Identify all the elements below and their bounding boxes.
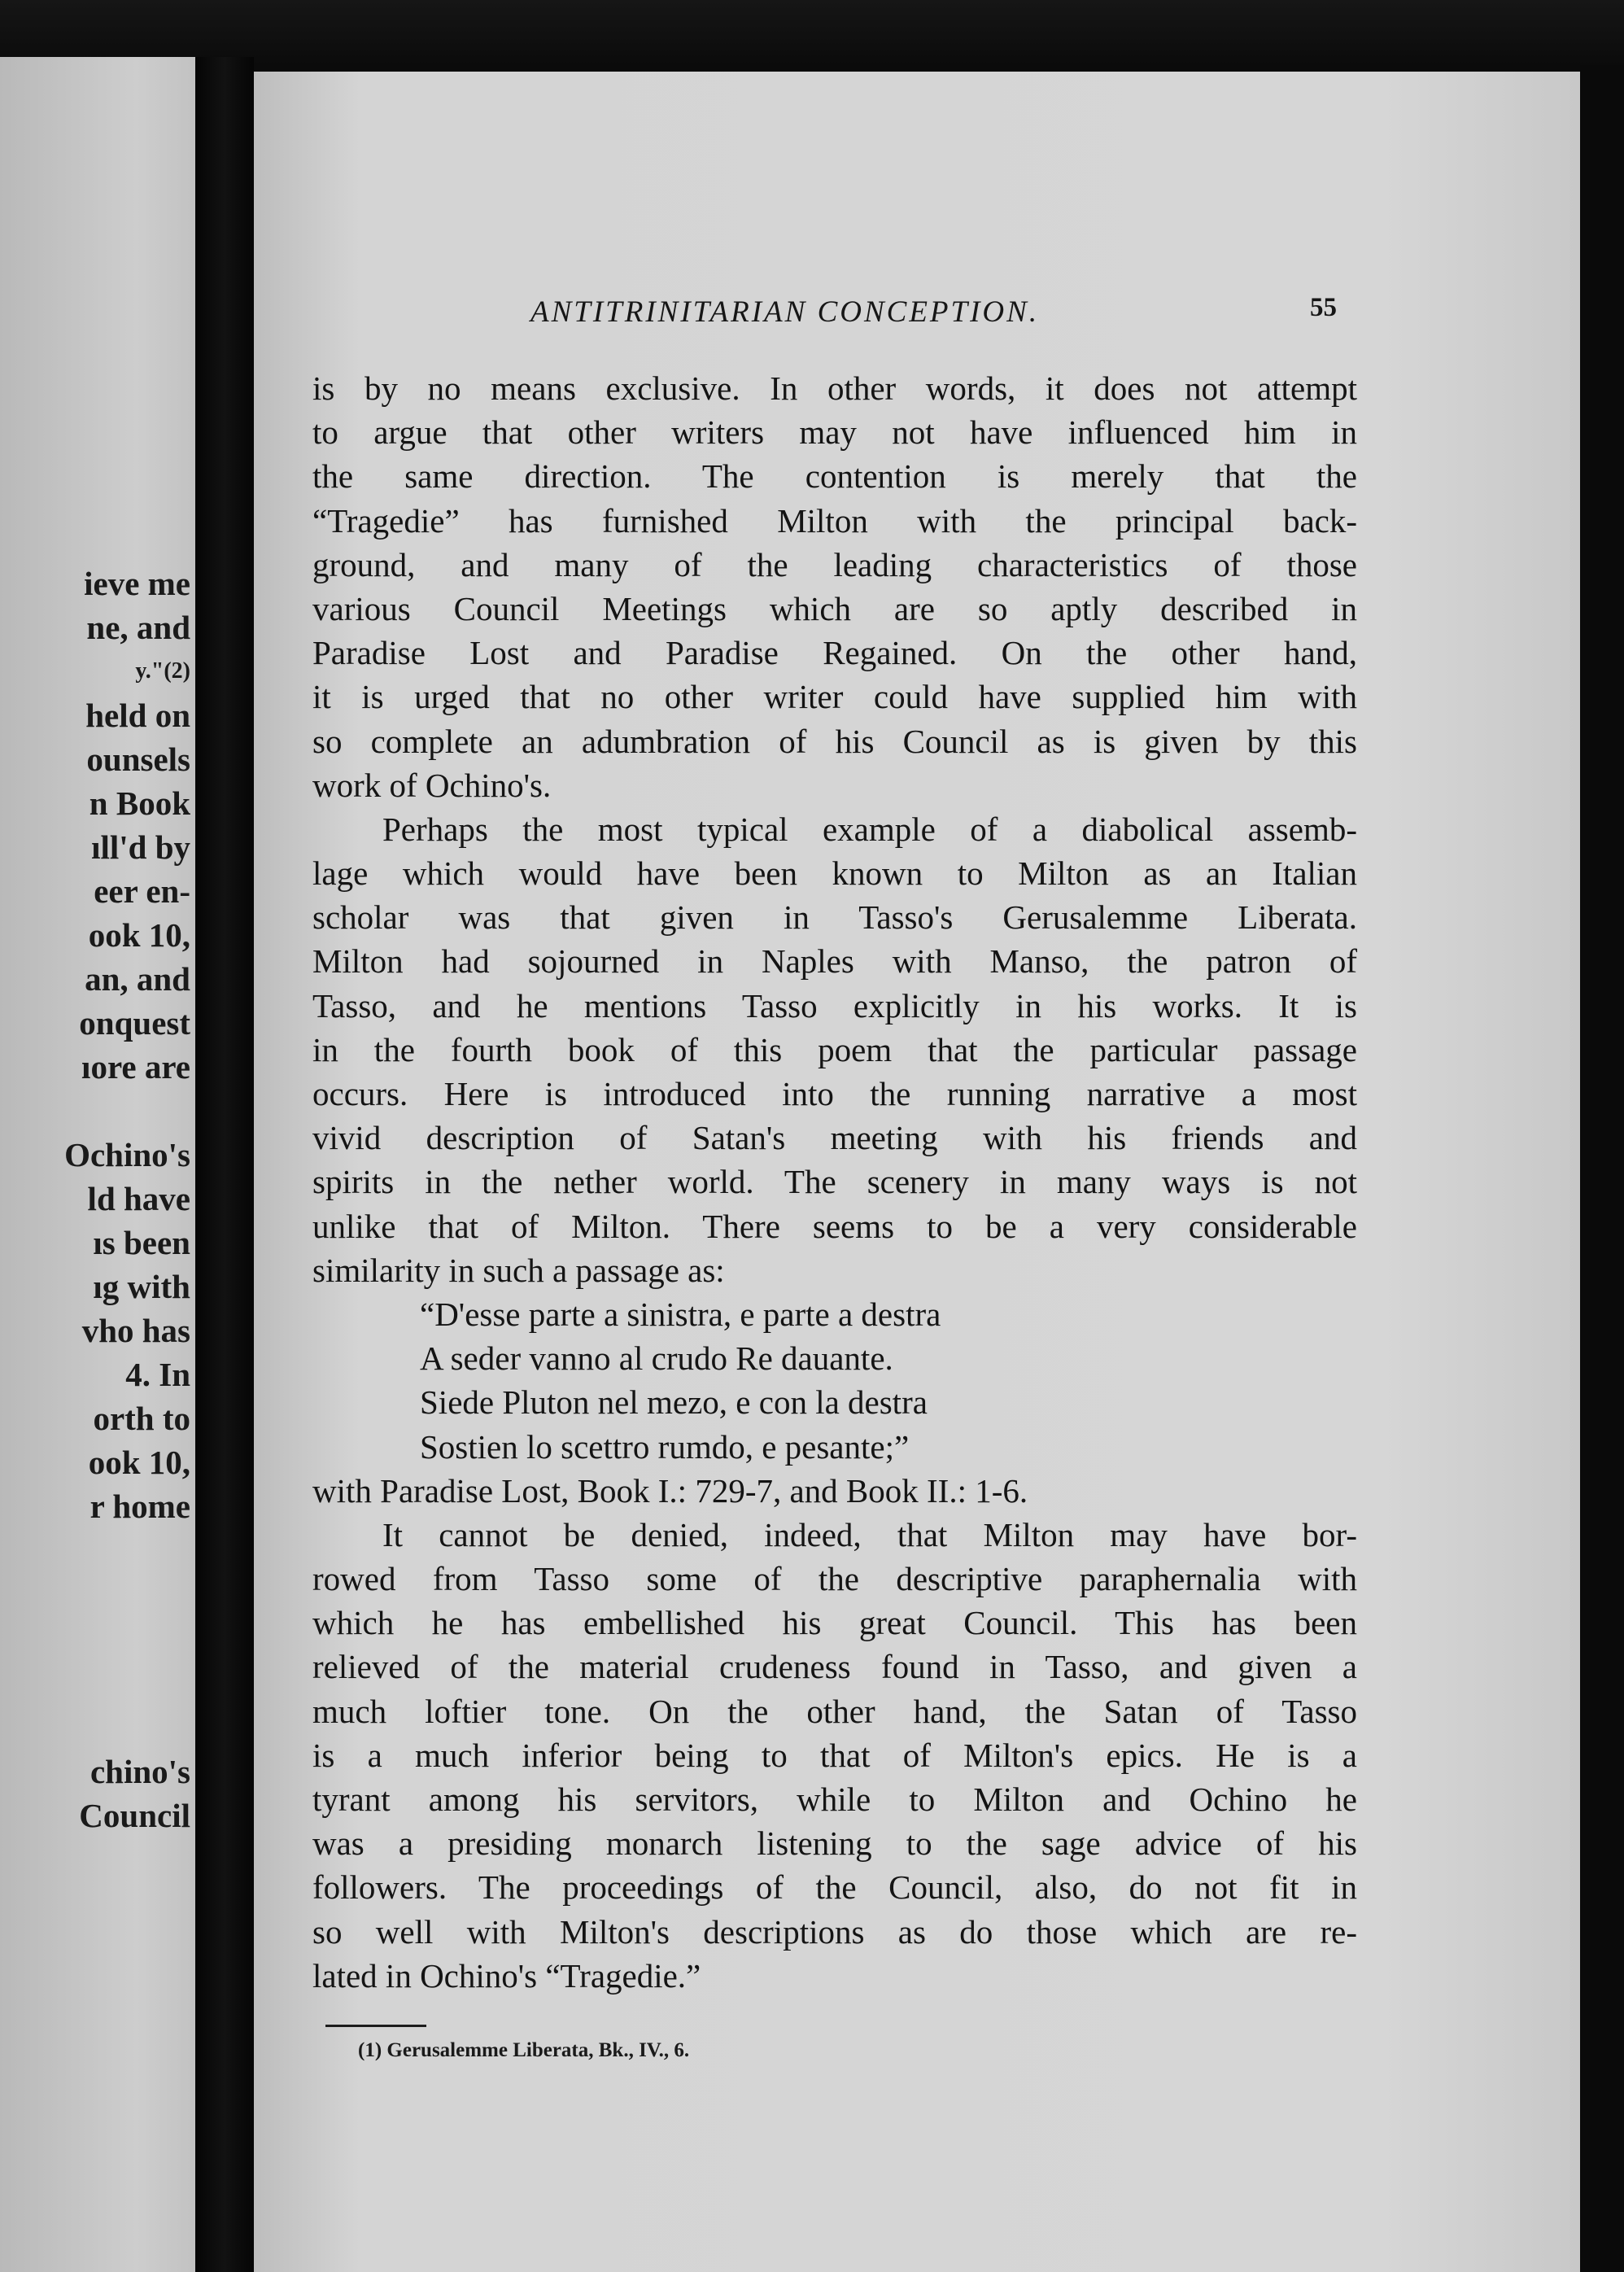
text-line: was a presiding monarch listening to the sage advice of his bbox=[312, 1824, 1357, 1863]
text-line: rowed from Tasso some of the descriptive paraphernalia with bbox=[312, 1560, 1357, 1598]
left-fragment: onquest bbox=[79, 1004, 190, 1042]
left-fragment: ıll'd by bbox=[91, 828, 190, 866]
left-fragment: chino's bbox=[89, 1753, 190, 1790]
left-fragment: ıg with bbox=[93, 1268, 190, 1305]
running-title: ANTITRINITARIAN CONCEPTION. bbox=[530, 295, 1040, 329]
text-line: it is urged that no other writer could have supplied him with bbox=[312, 678, 1357, 716]
left-fragment: Council bbox=[79, 1797, 190, 1834]
left-fragment: an, and bbox=[85, 960, 190, 998]
left-fragment: Ochino's bbox=[64, 1136, 190, 1173]
left-fragment: 4. In bbox=[125, 1356, 190, 1393]
text-line: ground, and many of the leading characteristics of those bbox=[312, 545, 1357, 583]
footnote-rule bbox=[325, 2025, 426, 2027]
text-line: Paradise Lost and Paradise Regained. On the other hand, bbox=[312, 634, 1357, 672]
left-fragment: held on bbox=[85, 697, 190, 734]
left-fragment: orth to bbox=[93, 1400, 190, 1437]
left-fragment: vho has bbox=[81, 1312, 190, 1349]
text-line: vivid description of Satan's meeting with his friends and bbox=[312, 1119, 1357, 1157]
text-line: in the fourth book of this poem that the particular passage bbox=[312, 1030, 1357, 1068]
page-number: 55 bbox=[1310, 293, 1337, 322]
text-line: with Paradise Lost, Book I.: 729-7, and Book II.: 1-6. bbox=[312, 1471, 1028, 1510]
text-line: to argue that other writers may not have influenced him in bbox=[312, 413, 1357, 452]
left-fragment: r home bbox=[89, 1488, 190, 1525]
book-gutter bbox=[195, 57, 254, 2272]
left-fragment: ne, and bbox=[86, 609, 190, 646]
text-line: which he has embellished his great Council. This has been bbox=[312, 1604, 1357, 1642]
text-line: lated in Ochino's “Tragedie.” bbox=[312, 1956, 701, 1995]
text-line: much loftier tone. On the other hand, the Satan of Tasso bbox=[312, 1692, 1357, 1730]
text-line: similarity in such a passage as: bbox=[312, 1251, 725, 1289]
right-page-edge bbox=[1580, 65, 1624, 2272]
left-fragment: n Book bbox=[89, 784, 190, 822]
left-fragment: ook 10, bbox=[88, 1444, 190, 1481]
left-fragment: ıore are bbox=[81, 1048, 190, 1086]
verse-line: Siede Pluton nel mezo, e con la destra bbox=[420, 1383, 928, 1422]
text-line: Tasso, and he mentions Tasso explicitly in his works. It is bbox=[312, 986, 1357, 1025]
body-text bbox=[312, 366, 1357, 1998]
text-line: is by no means exclusive. In other words, it does not attempt bbox=[312, 369, 1357, 407]
text-line: scholar was that given in Tasso's Gerusalemme Liberata. bbox=[312, 898, 1357, 937]
footnote: (1) Gerusalemme Liberata, Bk., IV., 6. bbox=[358, 2039, 690, 2061]
text-line: the same direction. The contention is merely that the bbox=[312, 457, 1357, 496]
text-line: is a much inferior being to that of Milton's epics. He is a bbox=[312, 1736, 1357, 1774]
text-line: so well with Milton's descriptions as do those which are re- bbox=[312, 1912, 1357, 1951]
text-line: “Tragedie” has furnished Milton with the principal back- bbox=[312, 501, 1357, 540]
paragraph-start-line: Perhaps the most typical example of a diabolical assemb- bbox=[382, 810, 1357, 848]
text-line: relieved of the material crudeness found in Tasso, and given a bbox=[312, 1648, 1357, 1686]
text-line: spirits in the nether world. The scenery in many ways is not bbox=[312, 1163, 1357, 1201]
top-shadow bbox=[0, 0, 1624, 65]
left-page-edge bbox=[0, 57, 195, 2272]
text-line: occurs. Here is introduced into the running narrative a most bbox=[312, 1075, 1357, 1112]
left-fragment: ounsels bbox=[86, 741, 190, 778]
left-fragment: ook 10, bbox=[88, 916, 190, 954]
verse-line: Sostien lo scettro rumdo, e pesante;” bbox=[420, 1427, 910, 1466]
text-line: unlike that of Milton. There seems to be a very considerable bbox=[312, 1207, 1357, 1245]
verse-line: “D'esse parte a sinistra, e parte a destra bbox=[420, 1295, 941, 1333]
text-line: tyrant among his servitors, while to Milton and Ochino he bbox=[312, 1780, 1357, 1818]
verse-line: A seder vanno al crudo Re dauante. bbox=[420, 1339, 893, 1378]
text-line: Milton had sojourned in Naples with Manso, the patron of bbox=[312, 942, 1357, 981]
left-fragment: ieve me bbox=[84, 565, 190, 602]
text-line: lage which would have been known to Milton as an Italian bbox=[312, 854, 1357, 893]
paragraph-start-line: It cannot be denied, indeed, that Milton may have bor- bbox=[382, 1515, 1357, 1553]
text-line: various Council Meetings which are so aptly described in bbox=[312, 589, 1357, 627]
text-line: followers. The proceedings of the Council, also, do not fit in bbox=[312, 1868, 1357, 1907]
left-fragment: eer en- bbox=[94, 872, 190, 910]
left-fragment: ıs been bbox=[93, 1224, 190, 1261]
text-line: so complete an adumbration of his Council as is given by this bbox=[312, 722, 1357, 760]
left-fragment: ld have bbox=[87, 1180, 190, 1217]
text-line: work of Ochino's. bbox=[312, 766, 552, 804]
left-fragment: y."(2) bbox=[135, 658, 190, 684]
